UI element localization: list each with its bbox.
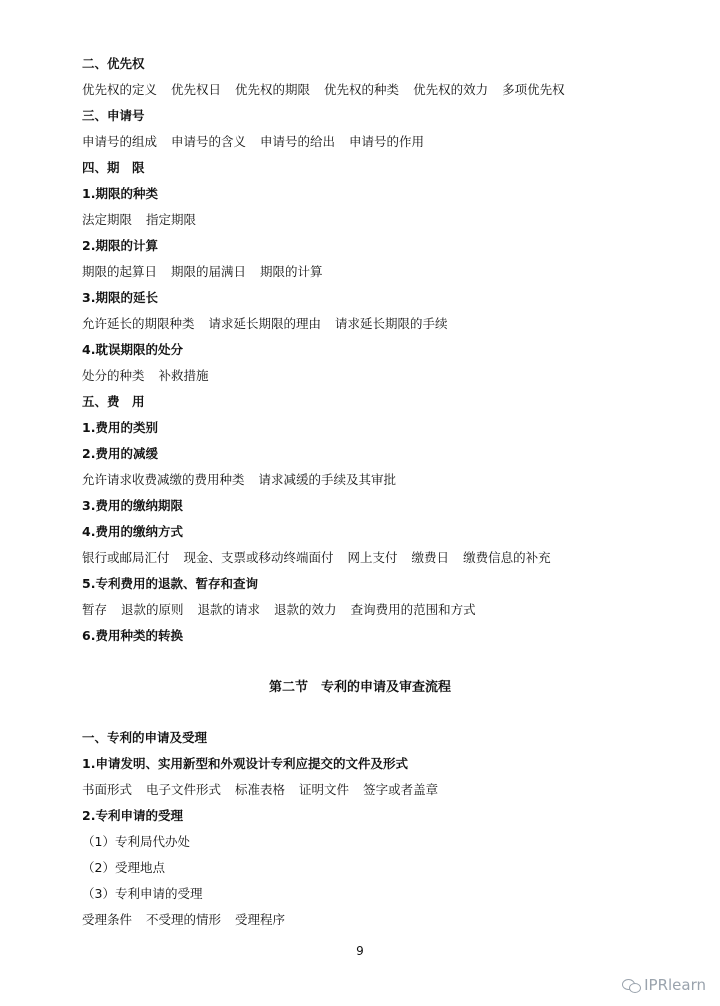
subheading-fee-refund: 5.专利费用的退款、暂存和查询 bbox=[82, 576, 258, 591]
list-item: 期限的起算日 bbox=[82, 264, 158, 279]
list-item: 多项优先权 bbox=[502, 82, 565, 97]
item-application-acceptance: （3）专利申请的受理 bbox=[82, 886, 203, 901]
list-item: 签字或者盖章 bbox=[363, 782, 439, 797]
subheading-time-limit-extension: 3.期限的延长 bbox=[82, 290, 158, 305]
list-item: 暂存 bbox=[82, 602, 108, 617]
list-item: 允许请求收费减缴的费用种类 bbox=[82, 472, 245, 487]
list-item: 法定期限 bbox=[82, 212, 133, 227]
list-item: 银行或邮局汇付 bbox=[82, 550, 170, 565]
heading-fees: 五、费 用 bbox=[82, 394, 145, 409]
list-item: 电子文件形式 bbox=[146, 782, 222, 797]
list-item: 优先权日 bbox=[171, 82, 222, 97]
list-item: 标准表格 bbox=[235, 782, 286, 797]
subheading-required-documents: 1.申请发明、实用新型和外观设计专利应提交的文件及形式 bbox=[82, 756, 408, 771]
list-item: 退款的请求 bbox=[197, 602, 261, 617]
list-item: 请求延长期限的理由 bbox=[208, 316, 322, 331]
delay-handling-items bbox=[82, 368, 209, 384]
heading-application-number: 三、申请号 bbox=[82, 108, 145, 123]
subheading-fee-reduction: 2.费用的减缓 bbox=[82, 446, 158, 461]
list-item: 退款的原则 bbox=[121, 602, 184, 617]
subheading-fee-conversion: 6.费用种类的转换 bbox=[82, 628, 183, 643]
heading-time-limit: 四、期 限 bbox=[82, 160, 145, 175]
heading-priority: 二、优先权 bbox=[82, 56, 145, 71]
section-title: 第二节 专利的申请及审查流程 bbox=[268, 680, 451, 695]
subheading-application-acceptance: 2.专利申请的受理 bbox=[82, 808, 183, 823]
list-item: 证明文件 bbox=[299, 782, 350, 797]
list-item: 优先权的期限 bbox=[235, 82, 311, 97]
subheading-fee-categories: 1.费用的类别 bbox=[82, 420, 158, 435]
list-item: 期限的计算 bbox=[260, 264, 323, 279]
list-item: 缴费信息的补充 bbox=[463, 550, 551, 565]
priority-items bbox=[82, 82, 565, 98]
list-item: 处分的种类 bbox=[82, 368, 145, 383]
time-limit-type-items bbox=[82, 212, 196, 228]
application-number-items bbox=[82, 134, 424, 150]
list-item: 网上支付 bbox=[347, 550, 398, 565]
fee-refund-items bbox=[82, 602, 476, 618]
watermark bbox=[622, 976, 706, 994]
item-agency-office: （1）专利局代办处 bbox=[82, 834, 190, 849]
item-acceptance-location: （2）受理地点 bbox=[82, 860, 165, 875]
list-item: 指定期限 bbox=[146, 212, 197, 227]
subheading-time-limit-types: 1.期限的种类 bbox=[82, 186, 158, 201]
list-item: 优先权的种类 bbox=[324, 82, 400, 97]
list-item: 请求减缓的手续及其审批 bbox=[258, 472, 397, 487]
list-item: 申请号的组成 bbox=[82, 134, 158, 149]
wechat-icon bbox=[622, 978, 640, 992]
fee-payment-method-items bbox=[82, 550, 551, 566]
subheading-time-limit-calculation: 2.期限的计算 bbox=[82, 238, 158, 253]
acceptance-items bbox=[82, 912, 285, 928]
subheading-delay-handling: 4.耽误期限的处分 bbox=[82, 342, 183, 357]
heading-application-acceptance: 一、专利的申请及受理 bbox=[82, 730, 208, 745]
list-item: 申请号的给出 bbox=[260, 134, 336, 149]
subheading-fee-payment-method: 4.费用的缴纳方式 bbox=[82, 524, 183, 539]
list-item: 申请号的作用 bbox=[349, 134, 425, 149]
list-item: 请求延长期限的手续 bbox=[335, 316, 448, 331]
time-limit-calculation-items bbox=[82, 264, 323, 280]
watermark-text: IPRlearn bbox=[644, 976, 706, 994]
list-item: 查询费用的范围和方式 bbox=[350, 602, 476, 617]
list-item: 受理条件 bbox=[82, 912, 133, 927]
list-item: 缴费日 bbox=[411, 550, 450, 565]
list-item: 优先权的效力 bbox=[413, 82, 489, 97]
list-item: 期限的届满日 bbox=[171, 264, 247, 279]
time-limit-extension-items bbox=[82, 316, 448, 332]
list-item: 补救措施 bbox=[158, 368, 209, 383]
list-item: 退款的效力 bbox=[274, 602, 337, 617]
list-item: 申请号的含义 bbox=[171, 134, 247, 149]
list-item: 允许延长的期限种类 bbox=[82, 316, 195, 331]
list-item: 现金、支票或移动终端面付 bbox=[183, 550, 334, 565]
list-item: 受理程序 bbox=[235, 912, 286, 927]
subheading-fee-payment-deadline: 3.费用的缴纳期限 bbox=[82, 498, 183, 513]
list-item: 优先权的定义 bbox=[82, 82, 158, 97]
fee-reduction-items bbox=[82, 472, 396, 488]
list-item: 书面形式 bbox=[82, 782, 133, 797]
page-number: 9 bbox=[356, 944, 364, 958]
required-documents-items bbox=[82, 782, 438, 798]
list-item: 不受理的情形 bbox=[146, 912, 222, 927]
